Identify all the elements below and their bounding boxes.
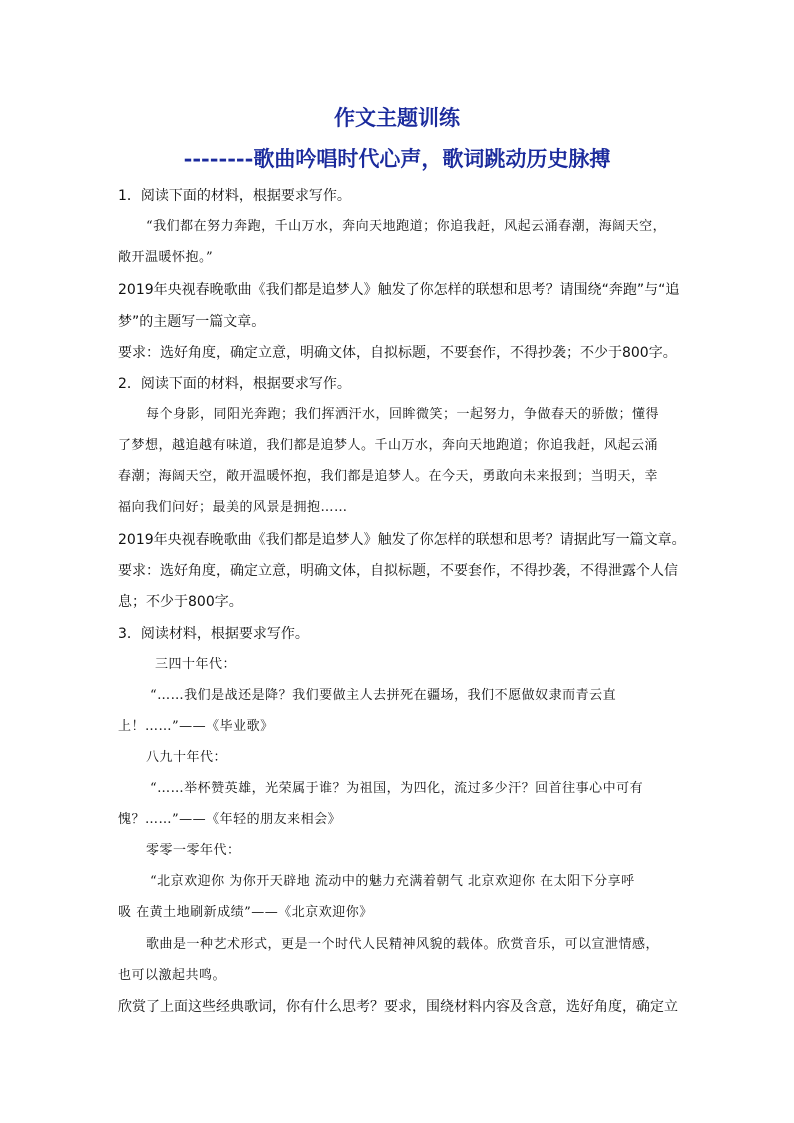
document-title: 作文主题训练	[334, 105, 460, 130]
document-subtitle: --------歌曲吟唱时代心声，歌词跳动历史脉搏	[183, 146, 611, 171]
lyric-line: 上！……”——《毕业歌》	[118, 719, 274, 734]
question-3-heading: 3．阅读材料，根据要求写作。	[118, 626, 309, 642]
question-2-heading: 2．阅读下面的材料，根据要求写作。	[118, 376, 351, 392]
prompt-line: 欣赏了上面这些经典歌词，你有什么思考？要求，围绕材料内容及含意，选好角度，确定立	[118, 999, 678, 1015]
material-line: 敞开温暖怀抱。”	[118, 250, 214, 265]
question-1-heading: 1．阅读下面的材料，根据要求写作。	[118, 188, 351, 204]
era-label: 零零一零年代：	[146, 843, 241, 858]
lyric-line: “……举杯赞英雄，光荣属于谁？为祖国，为四化，流过多少汗？回首往事心中可有	[150, 781, 644, 796]
requirement-line: 要求：选好角度，确定立意，明确文体，自拟标题，不要套作，不得抄袭；不少于800字。	[118, 345, 677, 361]
era-label: 八九十年代：	[146, 750, 228, 765]
material-line: 春潮；海阔天空，敞开温暖怀抱，我们都是追梦人。在今天，勇敢向未来报到；当明天，幸	[118, 469, 659, 484]
material-line: 福向我们问好；最美的风景是拥抱……	[118, 500, 348, 515]
lyric-line: “北京欢迎你 为你开天辟地 流动中的魅力充满着朝气 北京欢迎你 在太阳下分享呼	[150, 874, 635, 889]
material-line: 也可以激起共鸣。	[118, 968, 227, 983]
lyric-line: “……我们是战还是降？我们要做主人去拼死在疆场，我们不愿做奴隶而青云直	[150, 688, 617, 703]
prompt-line: 梦”的主题写一篇文章。	[118, 314, 266, 330]
material-line: 每个身影，同阳光奔跑；我们挥洒汗水，回眸微笑；一起努力，争做春天的骄傲；懂得	[146, 407, 660, 422]
lyric-line: 愧？……”——《年轻的朋友来相会》	[118, 812, 342, 827]
material-line: 歌曲是一种艺术形式，更是一个时代人民精神风貌的载体。欣赏音乐，可以宣泄情感，	[146, 937, 660, 952]
material-line: “我们都在努力奔跑，千山万水，奔向天地跑道；你追我赶，风起云涌春潮，海阔天空，	[146, 219, 667, 234]
material-line: 了梦想，越追越有味道，我们都是追梦人。千山万水，奔向天地跑道；你追我赶，风起云涌	[118, 438, 659, 453]
lyric-line: 吸 在黄土地刷新成绩”——《北京欢迎你》	[118, 905, 373, 920]
requirement-line: 息；不少于800字。	[118, 594, 243, 610]
prompt-line: 2019年央视春晚歌曲《我们都是追梦人》触发了你怎样的联想和思考？请围绕“奔跑”与“追	[118, 282, 680, 298]
era-label: 三四十年代：	[155, 657, 237, 672]
prompt-line: 2019年央视春晚歌曲《我们都是追梦人》触发了你怎样的联想和思考？请据此写一篇文章。	[118, 532, 686, 548]
requirement-line: 要求：选好角度，确定立意，明确文体，自拟标题，不要套作，不得抄袭，不得泄露个人信	[118, 563, 678, 579]
